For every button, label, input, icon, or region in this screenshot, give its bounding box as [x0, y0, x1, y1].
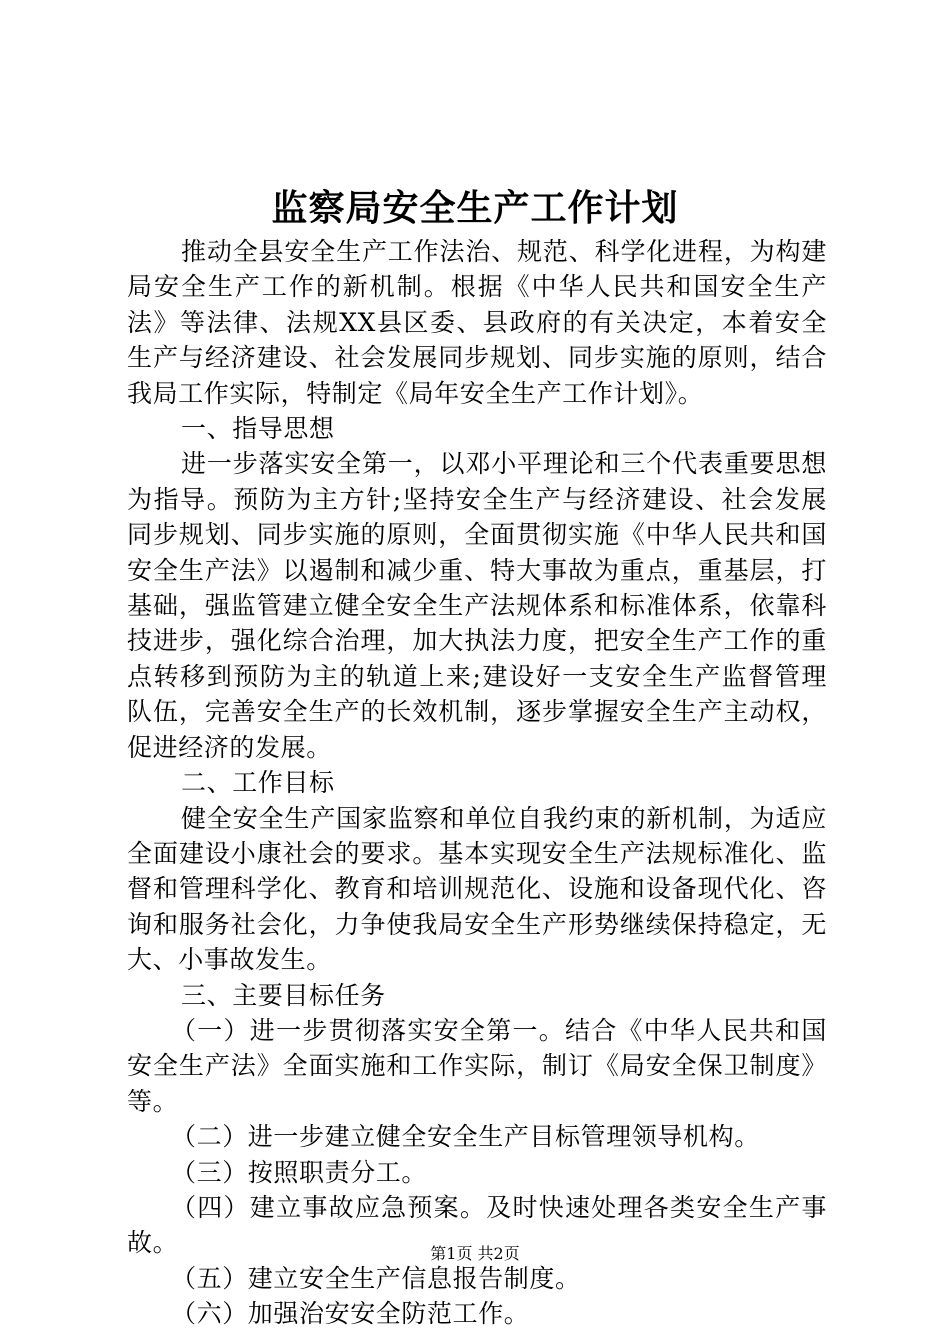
page-footer: 第1页 共2页 [430, 1244, 520, 1263]
section-heading-work-goals: 二、工作目标 [181, 768, 335, 798]
work-goals-paragraph: 健全安全生产国家监察和单位自我约束的新机制，为适应全面建设小康社会的要求。基本实现安全生产法规标准化、监督和管理科学化、教育和培训规范化、设施和设备现代化、咨询和服务社会化，力争使我局安全生产形势继续保持稳定，无大、小事故发生。 [127, 803, 827, 975]
task-item-3: （三）按照职责分工。 [171, 1157, 428, 1187]
document-title: 监察局安全生产工作计划 [271, 187, 679, 229]
section-heading-guiding-ideology: 一、指导思想 [181, 414, 335, 444]
document-body [127, 234, 827, 1332]
task-item-2: （二）进一步建立健全安全生产目标管理领导机构。 [171, 1122, 760, 1152]
task-item-4: （四）建立事故应急预案。及时快速处理各类安全生产事故。 [127, 1192, 827, 1258]
guiding-ideology-paragraph: 进一步落实安全第一，以邓小平理论和三个代表重要思想为指导。预防为主方针;坚持安全生产与经济建设、社会发展同步规划、同步实施的原则，全面贯彻实施《中华人民共和国安全生产法》以遏制和减少重、特大事故为重点，重基层，打基础，强监管建立健全安全生产法规体系和标准体系，依靠科技进步，强化综合治理，加大执法力度，把安全生产工作的重点转移到预防为主的轨道上来;建设好一支安全生产监督管理队伍，完善安全生产的长效机制，逐步掌握安全生产主动权，促进经济的发展。 [127, 449, 827, 762]
task-item-1: （一）进一步贯彻落实安全第一。结合《中华人民共和国安全生产法》全面实施和工作实际，制订《局安全保卫制度》等。 [127, 1015, 827, 1116]
intro-paragraph: 推动全县安全生产工作法治、规范、科学化进程，为构建局安全生产工作的新机制。根据《中华人民共和国安全生产法》等法律、法规XX县区委、县政府的有关决定，本着安全生产与经济建设、社会发展同步规划、同步实施的原则，结合我局工作实际，特制定《局年安全生产工作计划》。 [127, 237, 827, 408]
task-item-5: （五）建立安全生产信息报告制度。 [171, 1263, 581, 1293]
section-heading-main-tasks: 三、主要目标任务 [181, 980, 386, 1010]
task-item-6: （六）加强治安安全防范工作。 [171, 1299, 530, 1329]
